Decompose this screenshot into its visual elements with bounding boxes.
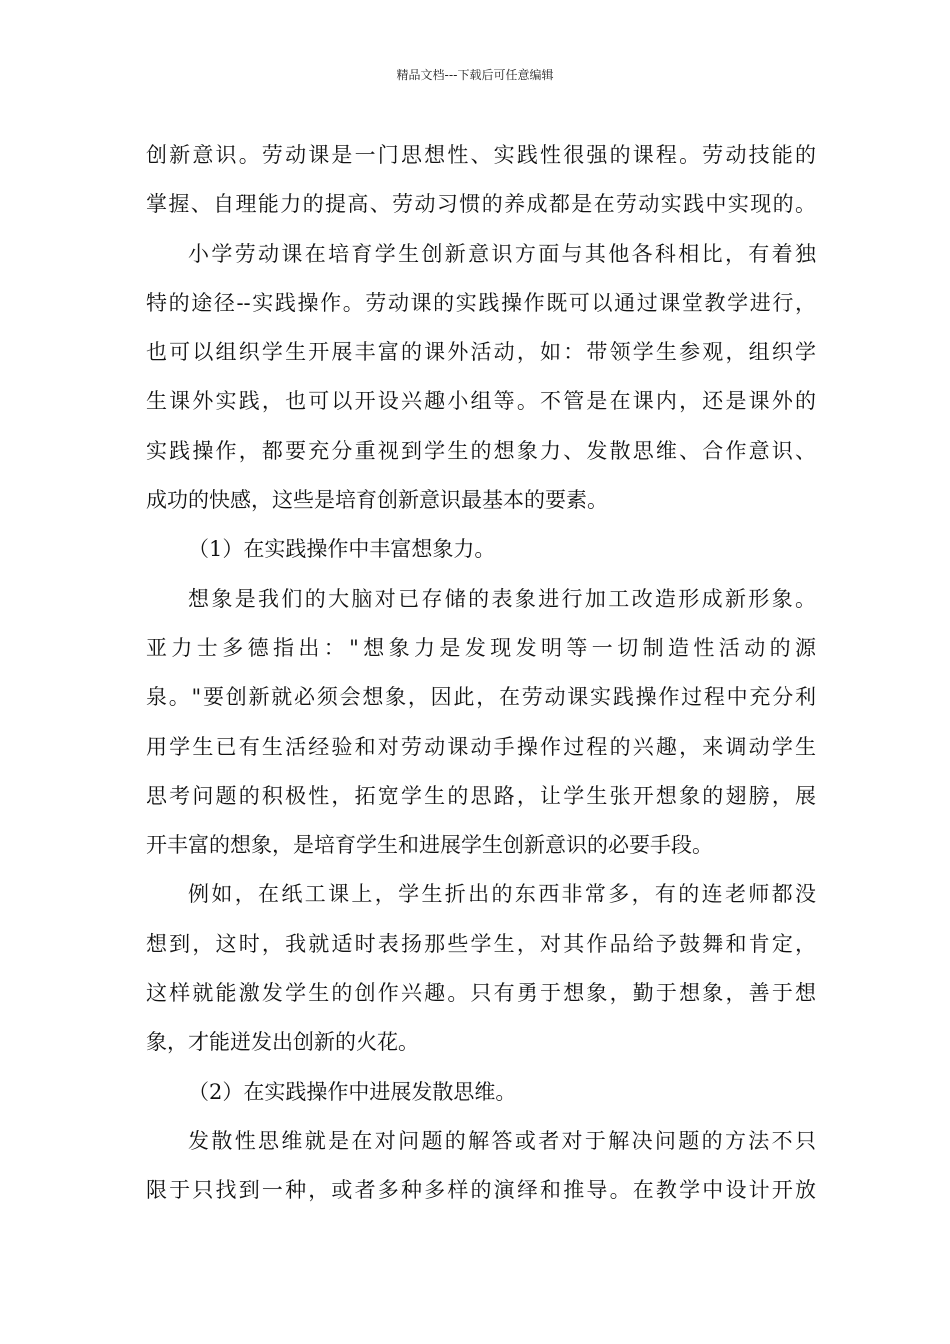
paragraph-line: 用学生已有生活经验和对劳动课动手操作过程的兴趣，来调动学生 [146,734,816,759]
paragraph-line: 特的途径--实践操作。劳动课的实践操作既可以通过课堂教学进行， [146,290,816,315]
paragraph-line: 也可以组织学生开展丰富的课外活动，如：带领学生参观，组织学 [146,340,816,365]
paragraph-line: 亚力士多德指出："想象力是发现发明等一切制造性活动的源 [146,635,816,660]
paragraph-line: 实践操作，都要充分重视到学生的想象力、发散思维、合作意识、 [146,438,816,463]
paragraph-line: 限于只找到一种，或者多种多样的演绎和推导。在教学中设计开放 [146,1178,816,1203]
paragraph-line: 成功的快感，这些是培育创新意识最基本的要素。 [146,488,608,513]
paragraph-line: 这样就能激发学生的创作兴趣。只有勇于想象，勤于想象，善于想 [146,981,816,1006]
paragraph-line: 小学劳动课在培育学生创新意识方面与其他各科相比，有着独 [188,241,816,266]
document-body [146,131,816,1216]
paragraph-line: 发散性思维就是在对问题的解答或者对于解决问题的方法不只 [188,1128,816,1153]
paragraph-line: 生课外实践，也可以开设兴趣小组等。不管是在课内，还是课外的 [146,389,816,414]
paragraph-line: 想到，这时，我就适时表扬那些学生，对其作品给予鼓舞和肯定， [146,931,816,956]
paragraph-line: 例如，在纸工课上，学生折出的东西非常多，有的连老师都没 [188,882,816,907]
section-heading: （2）在实践操作中进展发散思维。 [188,1079,517,1104]
paragraph-line: 想象是我们的大脑对已存储的表象进行加工改造形成新形象。 [188,586,816,611]
section-heading: （1）在实践操作中丰富想象力。 [188,537,496,562]
paragraph-line: 创新意识。劳动课是一门思想性、实践性很强的课程。劳动技能的 [146,143,816,167]
paragraph-line: 象，才能迸发出创新的火花。 [146,1030,419,1055]
paragraph-line: 掌握、自理能力的提高、劳动习惯的养成都是在劳动实践中实现的。 [146,192,816,217]
paragraph-line: 思考问题的积极性，拓宽学生的思路，让学生张开想象的翅膀，展 [146,783,816,808]
paragraph-line: 泉。"要创新就必须会想象，因此，在劳动课实践操作过程中充分利 [146,685,816,710]
paragraph-line: 开丰富的想象，是培育学生和进展学生创新意识的必要手段。 [146,833,713,858]
page-header: 精品文档---下载后可任意编辑 [396,68,554,82]
